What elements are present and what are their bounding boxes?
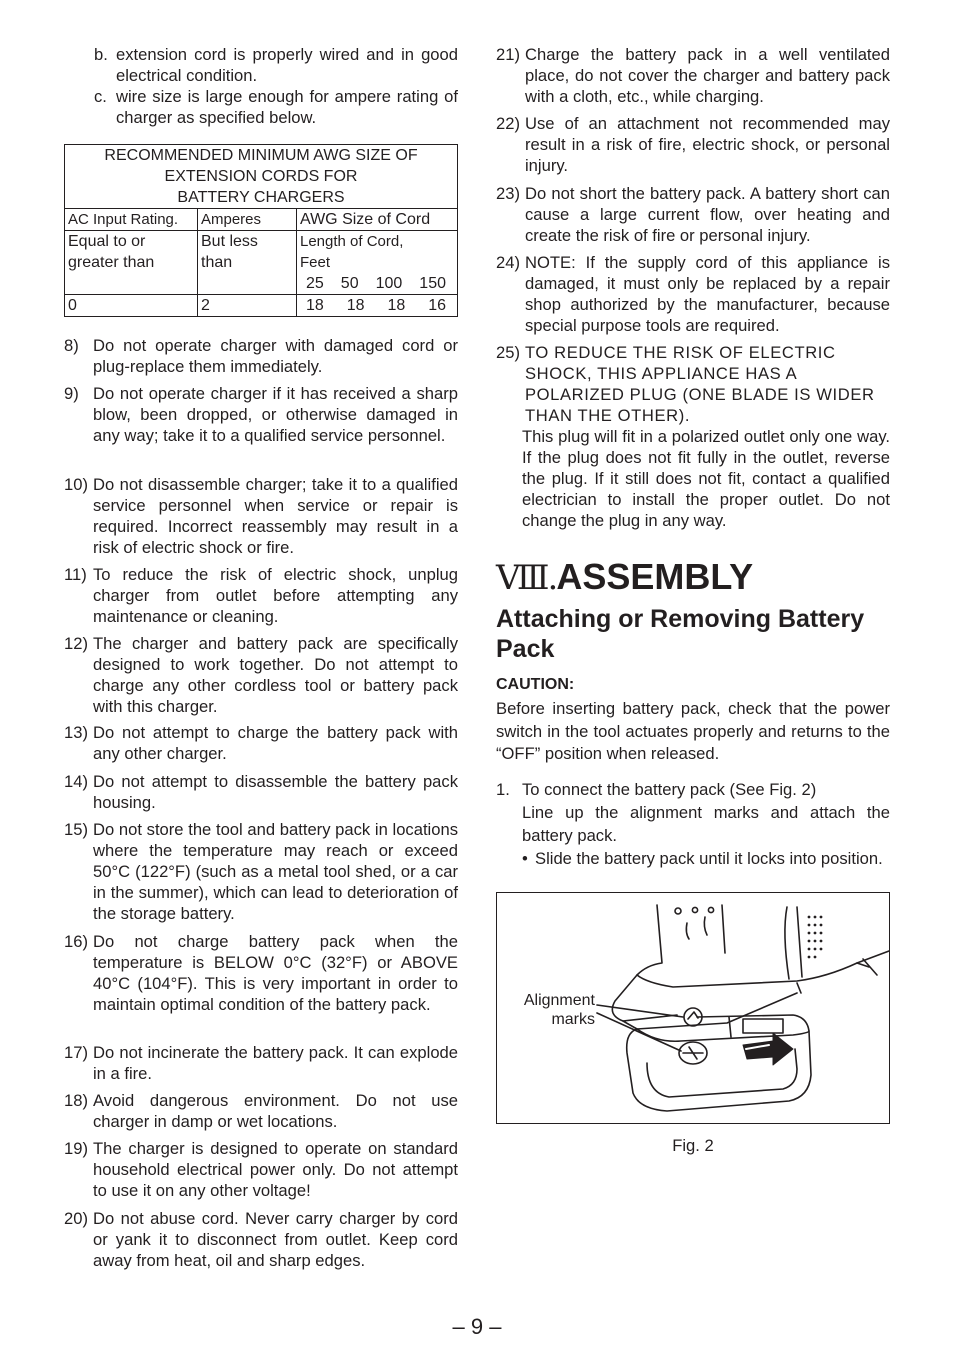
sub-item-text: wire size is large enough for ampere rating of charger as specified below. bbox=[116, 87, 458, 127]
sub-item-label: c. bbox=[94, 87, 107, 106]
step-1 bbox=[496, 779, 890, 800]
list-item bbox=[496, 342, 890, 426]
awg-value: 18 bbox=[346, 297, 365, 314]
bullet-item bbox=[522, 848, 890, 871]
item-number: 8) bbox=[64, 336, 79, 355]
awg-values bbox=[300, 295, 446, 316]
list-item bbox=[64, 383, 458, 446]
tool-battery-illustration bbox=[497, 893, 889, 1123]
cell-line: Equal to or bbox=[68, 233, 146, 250]
list-item bbox=[64, 722, 458, 764]
item-number: 20) bbox=[64, 1209, 88, 1228]
list-item bbox=[64, 931, 458, 1015]
length-value: 150 bbox=[419, 275, 446, 292]
list-item bbox=[64, 633, 458, 717]
caution-text: Before inserting battery pack, check that the power switch in the tool actuates properly and returns to the “OFF” position when released. bbox=[496, 699, 890, 763]
list-item bbox=[64, 1042, 458, 1084]
table-title-line: EXTENSION CORDS FOR bbox=[164, 168, 358, 185]
table-title bbox=[65, 145, 458, 209]
list-item bbox=[64, 1208, 458, 1271]
item-number: 24) bbox=[496, 253, 520, 272]
header-amperes: Amperes bbox=[198, 209, 297, 231]
subsection-heading: Attaching or Removing Battery Pack bbox=[496, 605, 865, 663]
item-number: 15) bbox=[64, 820, 88, 839]
awg-value: 18 bbox=[387, 297, 406, 314]
table-title-line: BATTERY CHARGERS bbox=[177, 189, 345, 206]
item-number: 9) bbox=[64, 384, 79, 403]
item-number: 12) bbox=[64, 634, 88, 653]
item-text: Charge the battery pack in a well ventilated place, do not cover the charger and battery pack with a cloth, etc., while charging. bbox=[525, 45, 890, 106]
item-text: Do not attempt to disassemble the battery pack housing. bbox=[93, 772, 458, 812]
item-number: 13) bbox=[64, 723, 88, 742]
item-text: Do not short the battery pack. A battery short can cause a large current flow, over heating and create the risk of fire or personal injury. bbox=[525, 184, 890, 245]
item-text: NOTE: If the supply cord of this appliance is damaged, it must only be replaced by a repair shop authorized by the manufacturer, because special purpose tools are required. bbox=[525, 253, 890, 335]
row-col3 bbox=[297, 295, 458, 317]
bullet-text: Slide the battery pack until it locks into position. bbox=[535, 849, 883, 868]
item-number: 17) bbox=[64, 1043, 88, 1062]
item-number: 10) bbox=[64, 475, 88, 494]
item-number: 22) bbox=[496, 114, 520, 133]
item-number: 19) bbox=[64, 1139, 88, 1158]
header-awg-size: AWG Size of Cord bbox=[297, 209, 458, 231]
step-number: 1. bbox=[496, 780, 510, 799]
item-number: 21) bbox=[496, 45, 520, 64]
sub-item-b bbox=[64, 44, 458, 86]
list-item bbox=[64, 474, 458, 558]
subheader-col1 bbox=[65, 231, 198, 295]
item-text: Do not operate charger with damaged cord or plug-replace them immediately. bbox=[93, 336, 458, 376]
cell-line: greater than bbox=[68, 254, 155, 271]
awg-table bbox=[64, 144, 458, 317]
header-ac-input: AC Input Rating. bbox=[65, 209, 198, 231]
table-title-line: RECOMMENDED MINIMUM AWG SIZE OF bbox=[104, 147, 418, 164]
item-number: 14) bbox=[64, 772, 88, 791]
item-text: Do not store the tool and battery pack in locations where the temperature may reach or exceed 50°C (122°F) (such as a metal tool shed, or a car in the summer), which can lead to deterioration of the storage battery. bbox=[93, 820, 458, 923]
length-value: 25 bbox=[306, 275, 324, 292]
length-value: 100 bbox=[375, 275, 403, 292]
item-text: TO REDUCE THE RISK OF ELECTRIC SHOCK, THIS APPLIANCE HAS A POLARIZED PLUG (ONE BLADE IS WIDER THAN THE OTHER). bbox=[525, 343, 875, 425]
label-line: marks bbox=[551, 1011, 595, 1028]
list-item bbox=[64, 771, 458, 813]
figure-2 bbox=[496, 892, 890, 1124]
row-col1: 0 bbox=[65, 295, 198, 317]
subheader-col2 bbox=[198, 231, 297, 295]
cell-line: than bbox=[201, 254, 233, 271]
item-text: Do not incinerate the battery pack. It can explode in a fire. bbox=[93, 1043, 458, 1083]
cell-line: Length of Cord, bbox=[300, 233, 404, 250]
step-title: To connect the battery pack (See Fig. 2) bbox=[522, 780, 817, 799]
item-text: Do not disassemble charger; take it to a qualified service personnel when service or repair is required. Incorrect reassembly may result in a risk of electric shock or fire. bbox=[93, 475, 458, 557]
sub-item-text: extension cord is properly wired and in good electrical condition. bbox=[116, 45, 458, 85]
section-heading bbox=[496, 554, 753, 601]
subheader-col3 bbox=[297, 231, 458, 295]
item-number: 23) bbox=[496, 184, 520, 203]
label-line: Alignment bbox=[523, 992, 595, 1009]
step-1-text: Line up the alignment marks and attach the battery pack. bbox=[522, 803, 890, 845]
item-number: 11) bbox=[64, 565, 87, 584]
item-text: Do not charge battery pack when the temperature is BELOW 0°C (32°F) or ABOVE 40°C (104°F). This is very important in order to maintain optimal condition of the battery pack. bbox=[93, 932, 458, 1014]
list-item bbox=[64, 1090, 458, 1132]
bullet-icon: • bbox=[522, 849, 528, 868]
item-text: Do not operate charger if it has received a sharp blow, been dropped, or otherwise damaged in any way; take it to a qualified service personnel. bbox=[93, 384, 458, 445]
section-title: ASSEMBLY bbox=[556, 556, 754, 597]
sub-item-label: b. bbox=[94, 45, 108, 64]
list-item bbox=[496, 113, 890, 176]
length-value: 50 bbox=[340, 275, 359, 292]
item-number: 16) bbox=[64, 932, 88, 951]
item-text: The charger and battery pack are specifically designed to work together. Do not attempt to charge any other cordless tool or battery pack with this charger. bbox=[93, 634, 458, 716]
list-item bbox=[64, 564, 458, 627]
item-text: Do not attempt to charge the battery pack with any other charger. bbox=[93, 723, 458, 763]
sub-item-c bbox=[64, 86, 458, 128]
list-item bbox=[64, 1138, 458, 1201]
figure-caption: Fig. 2 bbox=[672, 1136, 714, 1155]
item-text: To reduce the risk of electric shock, unplug charger from outlet before attempting any maintenance or cleaning. bbox=[93, 565, 458, 626]
item-text: Do not abuse cord. Never carry charger by cord or yank it to disconnect from outlet. Keep cord away from heat, oil and sharp edges. bbox=[93, 1209, 458, 1270]
item-text: Use of an attachment not recommended may result in a risk of fire, electric shock, or personal injury. bbox=[525, 114, 890, 175]
list-item bbox=[496, 183, 890, 246]
list-item bbox=[64, 819, 458, 924]
cell-line: Feet bbox=[300, 254, 331, 271]
polarized-plug-note: This plug will fit in a polarized outlet only one way. If the plug does not fit fully in the outlet, reverse the plug. If it still does not fit, contact a qualified electrician to install the proper outlet. Do not change the plug in any way. bbox=[522, 427, 890, 530]
page-number: – 9 – bbox=[452, 1314, 502, 1339]
list-item bbox=[496, 44, 890, 107]
item-number: 25) bbox=[496, 343, 520, 362]
awg-value: 16 bbox=[428, 297, 446, 314]
item-text: Avoid dangerous environment. Do not use charger in damp or wet locations. bbox=[93, 1091, 458, 1131]
awg-value: 18 bbox=[306, 297, 324, 314]
list-item bbox=[64, 335, 458, 377]
item-text: The charger is designed to operate on standard household electrical power only. Do not attempt to use it on any other voltage! bbox=[93, 1139, 458, 1200]
caution-label: CAUTION: bbox=[496, 676, 575, 693]
length-values bbox=[300, 273, 446, 294]
cell-line: But less bbox=[201, 233, 258, 250]
item-number: 18) bbox=[64, 1091, 88, 1110]
row-col2: 2 bbox=[198, 295, 297, 317]
list-item bbox=[496, 252, 890, 336]
section-number: Ⅷ. bbox=[496, 558, 557, 598]
